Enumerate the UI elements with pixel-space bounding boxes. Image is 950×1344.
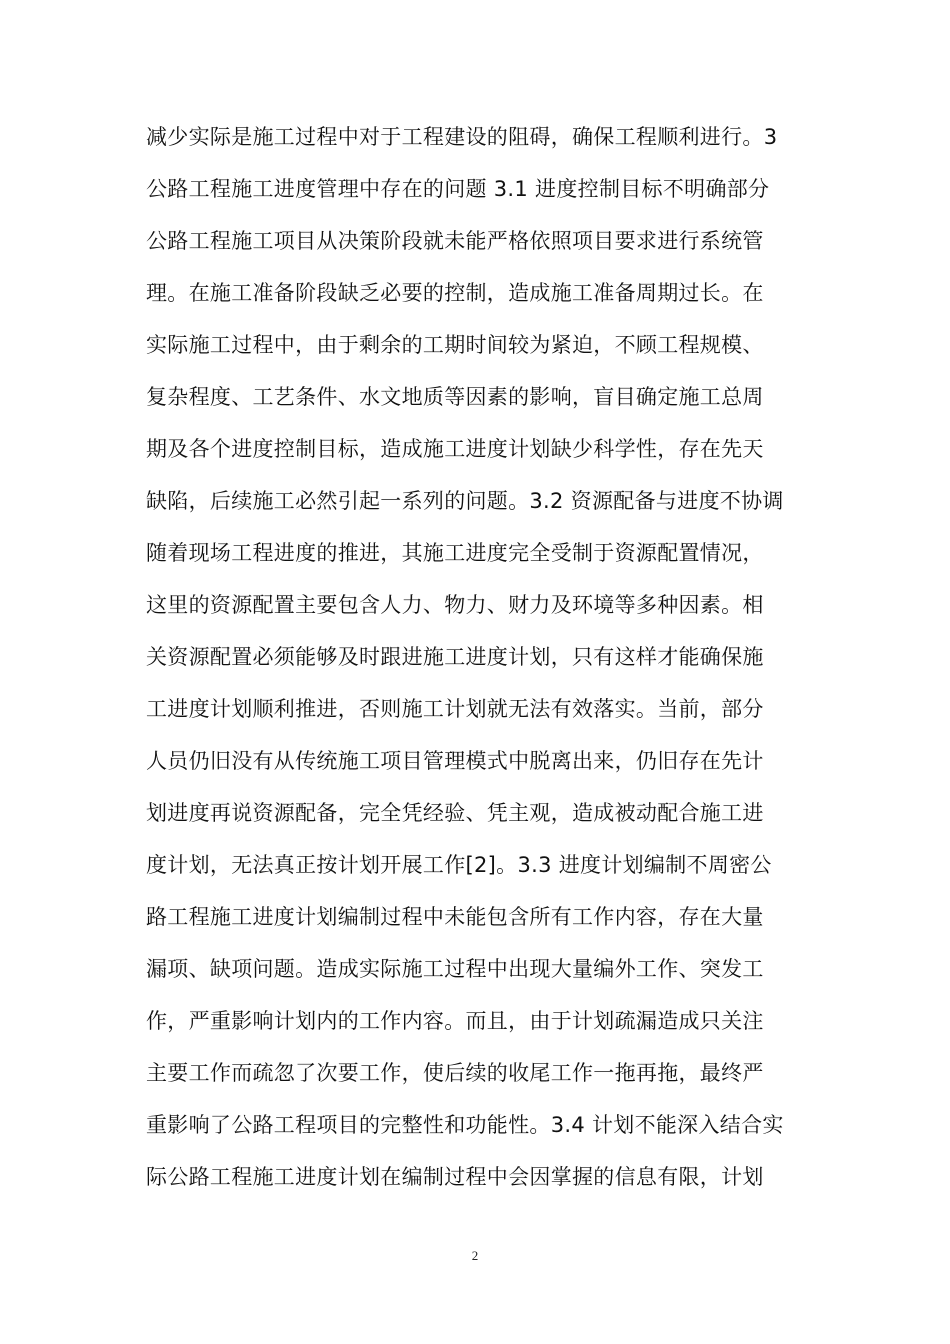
- body-text-line: 漏项、缺项问题。造成实际施工过程中出现大量编外工作、突发工: [146, 957, 764, 981]
- body-text-line: 际公路工程施工进度计划在编制过程中会因掌握的信息有限，计划: [146, 1165, 764, 1189]
- body-text-line: 随着现场工程进度的推进，其施工进度完全受制于资源配置情况，: [146, 541, 764, 565]
- body-text-line: 度计划，无法真正按计划开展工作[2]。3.3 进度计划编制不周密公: [146, 853, 772, 877]
- body-text-line: 作，严重影响计划内的工作内容。而且，由于计划疏漏造成只关注: [146, 1009, 764, 1033]
- body-text-line: 重影响了公路工程项目的完整性和功能性。3.4 计划不能深入结合实: [146, 1113, 784, 1137]
- body-text-line: 路工程施工进度计划编制过程中未能包含所有工作内容，存在大量: [146, 905, 764, 929]
- body-text-line: 工进度计划顺利推进，否则施工计划就无法有效落实。当前，部分: [146, 697, 764, 721]
- body-text-line: 这里的资源配置主要包含人力、物力、财力及环境等多种因素。相: [146, 593, 764, 617]
- body-text-line: 划进度再说资源配备，完全凭经验、凭主观，造成被动配合施工进: [146, 801, 764, 825]
- body-text-line: 减少实际是施工过程中对于工程建设的阻碍，确保工程顺利进行。3: [146, 125, 778, 149]
- body-text-line: 实际施工过程中，由于剩余的工期时间较为紧迫，不顾工程规模、: [146, 333, 764, 357]
- body-text-line: 公路工程施工进度管理中存在的问题 3.1 进度控制目标不明确部分: [146, 177, 770, 201]
- body-text-line: 主要工作而疏忽了次要工作，使后续的收尾工作一拖再拖，最终严: [146, 1061, 764, 1085]
- body-text-line: 缺陷，后续施工必然引起一系列的问题。3.2 资源配备与进度不协调: [146, 489, 784, 513]
- body-text-line: 期及各个进度控制目标，造成施工进度计划缺少科学性，存在先天: [146, 437, 764, 461]
- body-text-line: 公路工程施工项目从决策阶段就未能严格依照项目要求进行系统管: [146, 229, 764, 253]
- body-text-line: 理。在施工准备阶段缺乏必要的控制，造成施工准备周期过长。在: [146, 281, 764, 305]
- body-text-line: 人员仍旧没有从传统施工项目管理模式中脱离出来，仍旧存在先计: [146, 749, 764, 773]
- page-number: 2: [471, 1248, 479, 1263]
- body-text-line: 复杂程度、工艺条件、水文地质等因素的影响，盲目确定施工总周: [146, 385, 764, 409]
- body-text-line: 关资源配置必须能够及时跟进施工进度计划，只有这样才能确保施: [146, 645, 764, 669]
